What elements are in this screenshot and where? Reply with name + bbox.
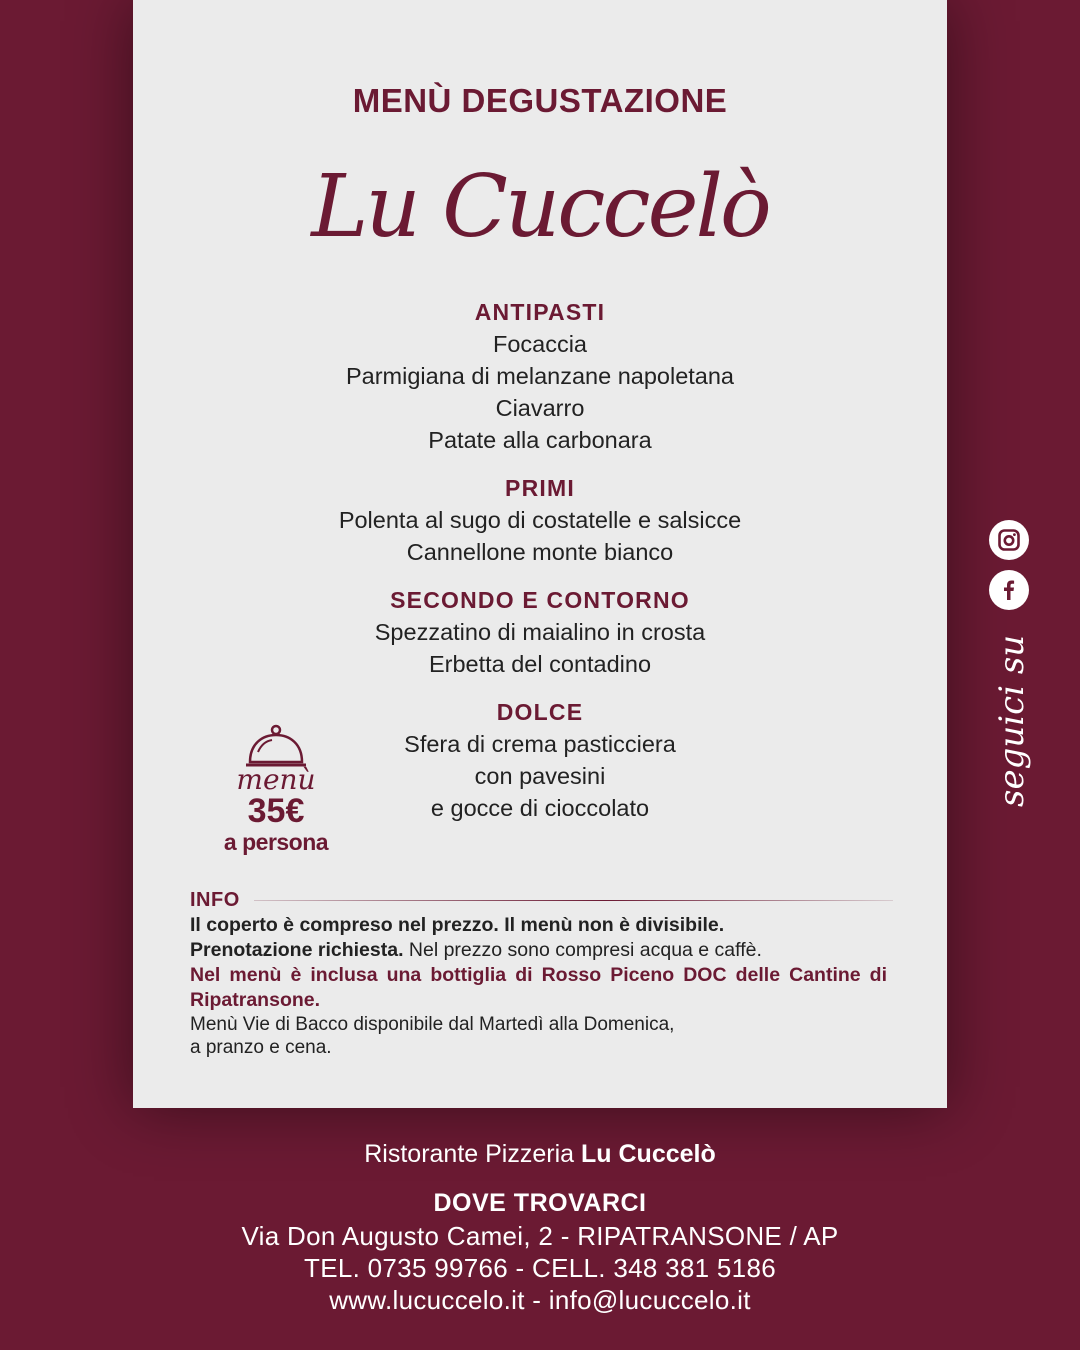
price-badge	[211, 724, 341, 854]
where-title: DOVE TROVARCI	[433, 1189, 647, 1217]
dish-item: e gocce di cioccolato	[430, 795, 650, 821]
info-line-2-bold: Prenotazione richiesta.	[190, 939, 404, 961]
info-line-4: Menù Vie di Bacco disponibile dal Martedì alla Domenica,	[190, 1014, 675, 1035]
dish-item: Ciavarro	[495, 395, 585, 421]
instagram-icon[interactable]	[989, 520, 1029, 560]
dish-item: Spezzatino di maialino in crosta	[374, 619, 706, 645]
info-line-3: Nel menù è inclusa una bottiglia di Rosso Piceno DOC delle Cantine di Ripatransone.	[190, 964, 887, 1011]
menu-card	[133, 0, 947, 1108]
price-per-person: a persona	[223, 829, 329, 855]
footer	[0, 1136, 1080, 1316]
address: Via Don Augusto Camei, 2 - RIPATRANSONE / AP	[241, 1221, 839, 1251]
menu-section-secondo	[133, 584, 947, 680]
dish-item: Focaccia	[492, 331, 588, 357]
info-header	[190, 888, 887, 913]
menu-section-antipasti	[133, 296, 947, 456]
footer-restaurant	[0, 1136, 1080, 1172]
info-line-1: Il coperto è compreso nel prezzo. Il menù non è divisibile.	[190, 914, 725, 936]
restaurant-logo: Lu Cuccelò	[311, 157, 769, 257]
restaurant-name: Lu Cuccelò	[581, 1140, 716, 1168]
facebook-glyph	[997, 578, 1021, 602]
price-amount: 35€	[247, 792, 305, 830]
dish-item: Polenta al sugo di costatelle e salsicce	[338, 507, 742, 533]
info-line-5: a pranzo e cena.	[190, 1037, 332, 1058]
dish-item: Cannellone monte bianco	[406, 539, 674, 565]
menu-section-primi	[133, 472, 947, 568]
info-title: INFO	[190, 889, 240, 911]
menu-heading: MENÙ DEGUSTAZIONE	[352, 82, 728, 119]
instagram-glyph	[997, 528, 1021, 552]
info-line-2-rest: Nel prezzo sono compresi acqua e caffè.	[403, 939, 762, 961]
section-title: SECONDO E CONTORNO	[390, 587, 690, 613]
web-contacts[interactable]: www.lucuccelo.it - info@lucuccelo.it	[329, 1285, 751, 1315]
dish-item: Erbetta del contadino	[428, 651, 652, 677]
dish-item: Parmigiana di melanzane napoletana	[345, 363, 734, 389]
dish-item: Sfera di crema pasticciera	[404, 731, 676, 757]
dish-item: con pavesini	[474, 763, 606, 789]
facebook-icon[interactable]	[989, 570, 1029, 610]
info-line-2	[190, 938, 887, 963]
info-divider	[254, 900, 893, 901]
restaurant-prefix: Ristorante Pizzeria	[364, 1140, 581, 1168]
phone-numbers: TEL. 0735 99766 - CELL. 348 381 5186	[304, 1253, 776, 1283]
section-title: PRIMI	[505, 475, 575, 501]
info-block	[190, 888, 887, 1059]
dish-item: Patate alla carbonara	[428, 427, 652, 453]
follow-us-label: seguici su	[992, 634, 1032, 807]
section-title: DOLCE	[496, 699, 584, 725]
price-label: menù	[236, 763, 316, 796]
section-title: ANTIPASTI	[474, 299, 606, 325]
